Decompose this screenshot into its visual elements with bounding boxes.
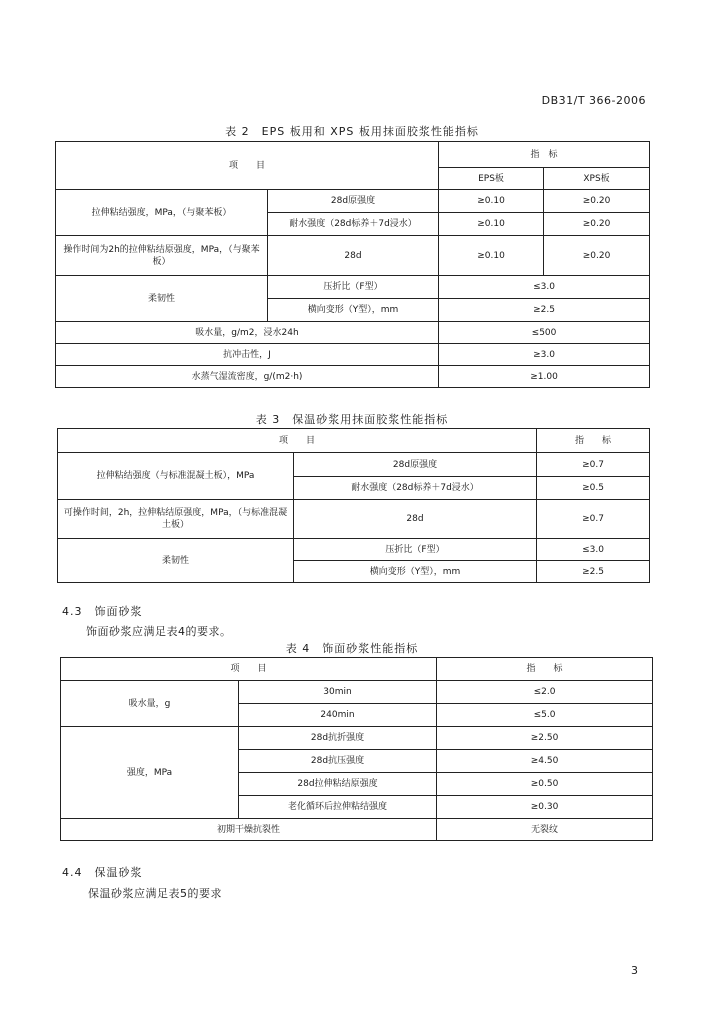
table2-cell: ≥0.20 — [544, 190, 650, 213]
table2-cell: 28d — [268, 236, 439, 276]
table4-cell: ≥0.50 — [437, 773, 653, 796]
table2-cell: ≥0.10 — [439, 236, 544, 276]
table2-index-header: 指 标 — [439, 142, 650, 168]
table4-cell: 28d拉伸粘结原强度 — [239, 773, 437, 796]
table3-cell: ≥2.5 — [537, 561, 650, 583]
table2-cell: 压折比（F型） — [268, 276, 439, 299]
table2-eps-header: EPS板 — [439, 168, 544, 190]
table2-cell: 抗冲击性，J — [56, 344, 439, 366]
table3-index-header: 指 标 — [537, 429, 650, 453]
table2-cell: ≥2.5 — [439, 299, 650, 322]
table2-cell: 28d原强度 — [268, 190, 439, 213]
table4-item-header: 项 目 — [61, 658, 437, 681]
table2-cell: 水蒸气湿流密度，g/(m2·h) — [56, 366, 439, 388]
table2-cell: ≥0.10 — [439, 190, 544, 213]
table2-cell: ≥0.10 — [439, 213, 544, 236]
table3-item-header: 项 目 — [58, 429, 537, 453]
table2-cell: ≤3.0 — [439, 276, 650, 299]
table3-cell: 28d — [294, 500, 537, 539]
table2-cell: 耐水强度（28d标养＋7d浸水） — [268, 213, 439, 236]
table2-cell: 柔韧性 — [56, 276, 268, 322]
table3-cell: 拉伸粘结强度（与标准混凝土板），MPa — [58, 453, 294, 500]
table4-cell: 28d抗折强度 — [239, 727, 437, 750]
table2-item-header: 项 目 — [56, 142, 439, 190]
page-number: 3 — [631, 964, 638, 977]
table4-cell: ≤2.0 — [437, 681, 653, 704]
table3-cell: 可操作时间，2h，拉伸粘结原强度，MPa，（与标准混凝土板） — [58, 500, 294, 539]
table4-cell: 吸水量，g — [61, 681, 239, 727]
table2-cell: ≥0.20 — [544, 236, 650, 276]
table4-cell: 240min — [239, 704, 437, 727]
document-id: DB31/T 366-2006 — [541, 94, 646, 107]
table4-cell: 强度，MPa — [61, 727, 239, 819]
table3-cell: ≤3.0 — [537, 539, 650, 561]
table4-cell: ≥4.50 — [437, 750, 653, 773]
table3-cell: ≥0.7 — [537, 453, 650, 477]
table3-caption: 表 3 保温砂浆用抹面胶浆性能指标 — [255, 413, 449, 426]
table2-cell: 拉伸粘结强度，MPa，（与聚苯板） — [56, 190, 268, 236]
table3-cell: 横向变形（Y型），mm — [294, 561, 537, 583]
table4-cell: ≥0.30 — [437, 796, 653, 819]
section-4-4-paragraph: 保温砂浆应满足表5的要求 — [88, 887, 222, 900]
table2-cell: ≤500 — [439, 322, 650, 344]
table2-cell: 吸水量，g/m2，浸水24h — [56, 322, 439, 344]
section-4-4-heading: 4.4 保温砂浆 — [62, 866, 143, 879]
table4-cell: ≤5.0 — [437, 704, 653, 727]
table2-caption: 表 2 EPS 板用和 XPS 板用抹面胶浆性能指标 — [225, 125, 479, 138]
table4-caption: 表 4 饰面砂浆性能指标 — [285, 642, 419, 655]
table4-cell: 30min — [239, 681, 437, 704]
table3-cell: 28d原强度 — [294, 453, 537, 477]
table4-cell: ≥2.50 — [437, 727, 653, 750]
table2-cell: 操作时间为2h的拉伸粘结原强度，MPa，（与聚苯板） — [56, 236, 268, 276]
table2-cell: ≥1.00 — [439, 366, 650, 388]
table4-cell: 老化循环后拉伸粘结强度 — [239, 796, 437, 819]
section-4-3-paragraph: 饰面砂浆应满足表4的要求。 — [86, 625, 232, 638]
table3-cell: ≥0.5 — [537, 477, 650, 500]
table2-xps-header: XPS板 — [544, 168, 650, 190]
table2-cell: ≥3.0 — [439, 344, 650, 366]
table4-cell: 28d抗压强度 — [239, 750, 437, 773]
table3-cell: ≥0.7 — [537, 500, 650, 539]
table4 — [60, 657, 653, 841]
table2 — [55, 141, 650, 388]
table4-cell: 无裂纹 — [437, 819, 653, 841]
table2-cell: 横向变形（Y型），mm — [268, 299, 439, 322]
table3-cell: 耐水强度（28d标养＋7d浸水） — [294, 477, 537, 500]
table3-cell: 压折比（F型） — [294, 539, 537, 561]
table3-cell: 柔韧性 — [58, 539, 294, 583]
table3 — [57, 428, 650, 583]
section-4-3-heading: 4.3 饰面砂浆 — [62, 605, 143, 618]
table4-index-header: 指 标 — [437, 658, 653, 681]
table2-cell: ≥0.20 — [544, 213, 650, 236]
table4-cell: 初期干燥抗裂性 — [61, 819, 437, 841]
